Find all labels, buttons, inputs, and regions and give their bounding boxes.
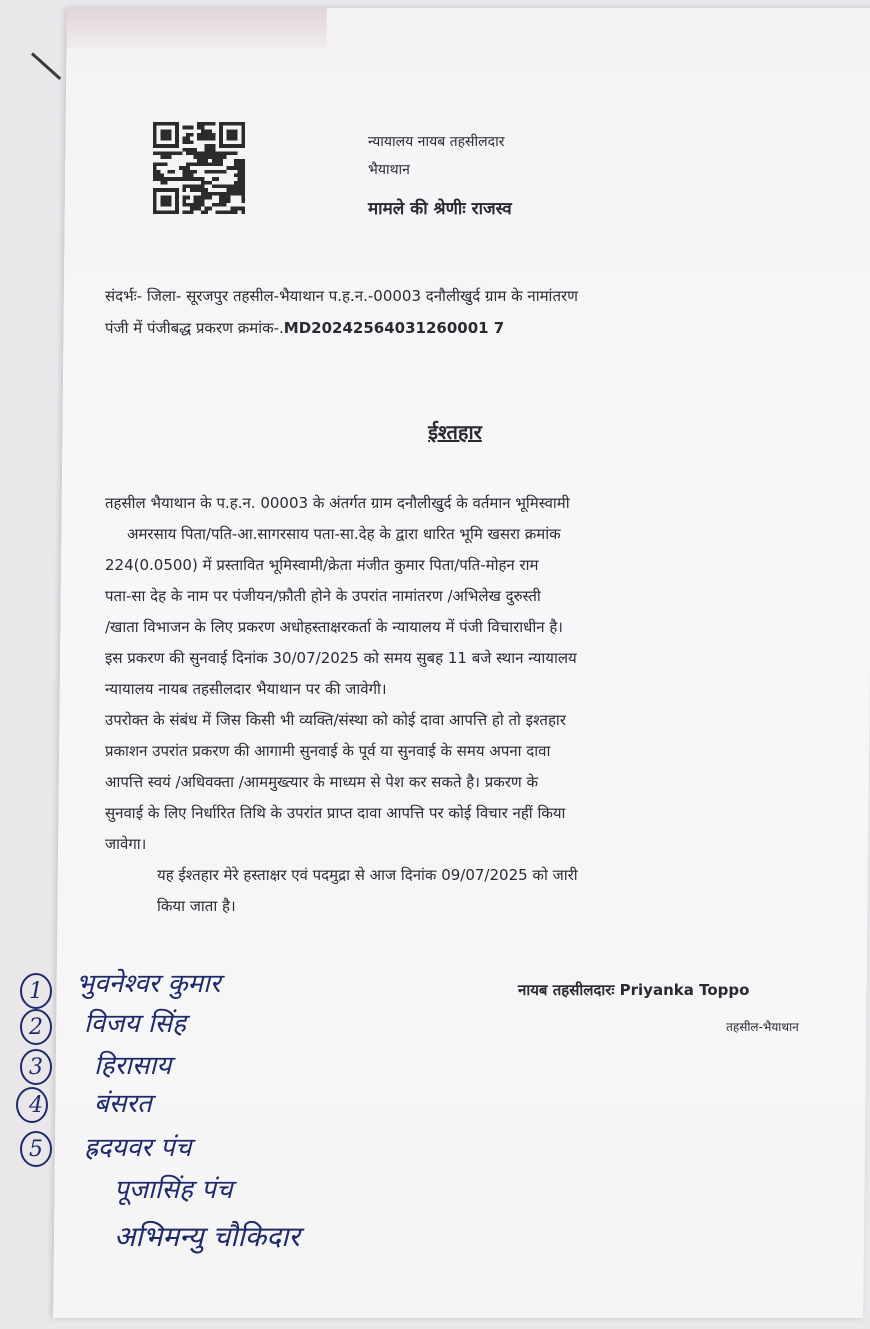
qr-module [201, 196, 205, 200]
reference-prefix: पंजी में पंजीबद्ध प्रकरण क्रमांक-. [105, 319, 284, 337]
qr-module [219, 185, 223, 189]
handwritten-name: पूजासिंह पंच [114, 1175, 233, 1205]
qr-module [205, 162, 209, 166]
qr-module [216, 177, 220, 181]
qr-module [219, 199, 223, 203]
qr-module [208, 151, 212, 155]
body-line: आपत्ति स्वयं /अधिवक्ता /आममुख्त्यार के माध्यम से पेश कर सकते है। प्रकरण के [105, 773, 539, 791]
qr-module [234, 207, 238, 211]
qr-module [223, 192, 227, 196]
paragraph-2 [105, 705, 813, 860]
qr-module [227, 151, 231, 155]
qr-module [234, 174, 238, 178]
qr-module [212, 192, 216, 196]
qr-module [234, 192, 238, 196]
list-number: 4 [29, 1093, 43, 1118]
qr-module [201, 129, 205, 133]
qr-module [182, 126, 186, 130]
qr-module [208, 192, 212, 196]
reference-block [105, 280, 825, 344]
qr-module [223, 210, 227, 214]
qr-module [186, 162, 190, 166]
qr-module [157, 177, 161, 181]
body-line: /खाता विभाजन के लिए प्रकरण अधोहस्ताक्षरकर्ता के न्यायालय में पंजी विचाराधीन है। [105, 618, 563, 636]
qr-module [241, 196, 245, 200]
qr-module [153, 174, 157, 178]
qr-module [230, 207, 234, 211]
qr-module [241, 185, 245, 189]
body-line: 224(0.0500) में प्रस्तावित भूमिस्वामी/क्रेता मंजीत कुमार पिता/पति-मोहन राम [105, 556, 539, 574]
reference-line-2 [105, 312, 825, 344]
court-header [368, 128, 504, 184]
qr-module [190, 170, 194, 174]
qr-module [193, 207, 197, 211]
qr-module [208, 155, 212, 159]
body-line: जावेगा। [105, 835, 147, 853]
qr-module [216, 210, 220, 214]
court-location: भैयाथान [368, 162, 410, 178]
qr-module [241, 170, 245, 174]
body-line: अमरसाय पिता/पति-आ.सागरसाय पता-सा.देह के द्वारा धारित भूमि खसरा क्रमांक [127, 525, 561, 543]
qr-module [179, 151, 183, 155]
pen-mark [31, 52, 61, 80]
qr-module [193, 162, 197, 166]
body-line: न्यायालय नायब तहसीलदार भैयाथान पर की जावेगी। [105, 680, 387, 698]
qr-module [197, 162, 201, 166]
qr-module [241, 159, 245, 163]
qr-module [201, 162, 205, 166]
qr-module [212, 177, 216, 181]
qr-module [230, 192, 234, 196]
qr-module [160, 174, 164, 178]
qr-module [230, 151, 234, 155]
qr-module [205, 151, 209, 155]
body-line: सुनवाई के लिए निर्धारित तिथि के उपरांत प्राप्त दावा आपत्ति पर कोई विचार नहीं किया [105, 804, 566, 822]
qr-module [160, 129, 171, 140]
qr-module [179, 166, 183, 170]
qr-module [157, 170, 161, 174]
qr-module [212, 148, 216, 152]
qr-module [153, 162, 157, 166]
qr-module [171, 151, 175, 155]
qr-module [234, 159, 238, 163]
qr-module [227, 192, 231, 196]
qr-module [208, 133, 212, 137]
qr-module [205, 137, 209, 141]
qr-module [208, 129, 212, 133]
qr-module [208, 122, 212, 126]
qr-module [205, 207, 209, 211]
qr-module [193, 177, 197, 181]
qr-module [182, 196, 186, 200]
qr-module [175, 177, 179, 181]
qr-module [197, 207, 201, 211]
court-name: न्यायालय नायब तहसीलदार [368, 134, 505, 150]
qr-module [186, 133, 190, 137]
qr-module [227, 166, 231, 170]
qr-module [238, 177, 242, 181]
qr-module [201, 126, 205, 130]
qr-module [201, 199, 205, 203]
qr-module [219, 203, 223, 207]
qr-module [205, 122, 209, 126]
qr-module [223, 199, 227, 203]
qr-module [186, 137, 190, 141]
qr-module [212, 185, 216, 189]
qr-module [238, 185, 242, 189]
qr-module [230, 166, 234, 170]
qr-module [157, 162, 161, 166]
qr-module [186, 203, 190, 207]
qr-module [201, 188, 205, 192]
qr-module [212, 159, 216, 163]
qr-module [186, 148, 190, 152]
handwritten-name: हिरासाय [94, 1051, 172, 1081]
body-line: उपरोक्त के संबंध में जिस किसी भी व्यक्ति/संस्था को कोई दावा आपत्ति हो तो इश्तहार [105, 711, 566, 729]
qr-module [205, 192, 209, 196]
qr-module [190, 207, 194, 211]
qr-module [219, 192, 223, 196]
qr-module [205, 188, 209, 192]
qr-module [234, 210, 238, 214]
qr-module [186, 151, 190, 155]
qr-module [219, 162, 223, 166]
qr-module [190, 126, 194, 130]
qr-module [238, 162, 242, 166]
paragraph-1 [105, 488, 813, 705]
qr-module [212, 151, 216, 155]
qr-module [205, 196, 209, 200]
qr-module [241, 166, 245, 170]
qr-module [153, 166, 157, 170]
qr-module [186, 185, 190, 189]
qr-module [205, 144, 209, 148]
qr-module [241, 181, 245, 185]
qr-module [201, 177, 205, 181]
qr-module [160, 196, 171, 207]
qr-module [193, 148, 197, 152]
qr-module [193, 185, 197, 189]
qr-module [171, 177, 175, 181]
qr-module [164, 162, 168, 166]
qr-module [212, 155, 216, 159]
handwritten-name: अभिमन्यु चौकिदार [114, 1220, 300, 1253]
qr-module [186, 166, 190, 170]
qr-module [153, 177, 157, 181]
qr-module [205, 170, 209, 174]
qr-module [212, 122, 216, 126]
qr-module [201, 133, 205, 137]
qr-module [205, 129, 209, 133]
qr-module [193, 196, 197, 200]
qr-module [216, 159, 220, 163]
qr-module [223, 203, 227, 207]
qr-module [190, 133, 194, 137]
qr-module [205, 133, 209, 137]
qr-module [216, 151, 220, 155]
qr-module [197, 203, 201, 207]
qr-module [212, 144, 216, 148]
notice-body [105, 488, 813, 922]
qr-module [241, 199, 245, 203]
qr-module [157, 151, 161, 155]
qr-module [230, 185, 234, 189]
qr-module [190, 177, 194, 181]
qr-module [216, 185, 220, 189]
qr-module [160, 162, 164, 166]
qr-module [171, 170, 175, 174]
qr-module [216, 162, 220, 166]
qr-module [212, 203, 216, 207]
qr-module [197, 133, 201, 137]
list-number: 1 [29, 979, 43, 1004]
qr-module [230, 188, 234, 192]
body-line: किया जाता है। [157, 897, 236, 915]
qr-module [238, 207, 242, 211]
qr-module [160, 155, 164, 159]
page-corner-shadow [66, 8, 326, 48]
qr-module [227, 185, 231, 189]
qr-module [190, 174, 194, 178]
qr-module [157, 174, 161, 178]
qr-module [164, 155, 168, 159]
qr-module [208, 196, 212, 200]
qr-module [234, 166, 238, 170]
qr-module [168, 151, 172, 155]
qr-module [238, 170, 242, 174]
qr-module [190, 185, 194, 189]
qr-module [238, 166, 242, 170]
qr-module [238, 188, 242, 192]
qr-module [201, 155, 205, 159]
qr-module [205, 210, 209, 214]
qr-module [201, 159, 205, 163]
qr-module [223, 155, 227, 159]
qr-module [186, 210, 190, 214]
qr-module [212, 133, 216, 137]
qr-module [208, 148, 212, 152]
qr-module [193, 199, 197, 203]
handwritten-name: ह्रदयवर पंच [84, 1133, 192, 1163]
case-category: मामले की श्रेणीः राजस्व [368, 199, 512, 219]
qr-module [190, 140, 194, 144]
list-number: 2 [29, 1015, 43, 1040]
qr-module [241, 174, 245, 178]
qr-module [208, 170, 212, 174]
qr-module [201, 181, 205, 185]
qr-module [208, 162, 212, 166]
reference-line-1: संदर्भः- जिला- सूरजपुर तहसील-भैयाथान प.ह.न.-00003 दनौलीखुर्द ग्राम के नामांतरण [105, 287, 578, 305]
qr-module [227, 129, 238, 140]
qr-module [208, 137, 212, 141]
qr-module [208, 144, 212, 148]
qr-module [197, 199, 201, 203]
qr-module [190, 151, 194, 155]
qr-module [197, 155, 201, 159]
paragraph-3 [105, 860, 813, 922]
qr-module [216, 170, 220, 174]
body-line: पता-सा देह के नाम पर पंजीयन/फ़ौती होने के उपरांत नामांतरण /अभिलेख दुरुस्ती [105, 587, 541, 605]
qr-module [160, 177, 164, 181]
qr-module [186, 170, 190, 174]
qr-module [186, 174, 190, 178]
qr-module [186, 140, 190, 144]
qr-module [227, 199, 231, 203]
qr-module [190, 210, 194, 214]
qr-module [160, 151, 164, 155]
qr-module [230, 210, 234, 214]
body-line: इस प्रकरण की सुनवाई दिनांक 30/07/2025 को समय सुबह 11 बजे स्थान न्यायालय [105, 649, 577, 667]
signatory-tehsil: तहसील-भैयाथान [726, 1020, 799, 1034]
qr-module [182, 210, 186, 214]
qr-module [201, 151, 205, 155]
qr-module [219, 159, 223, 163]
qr-module [193, 170, 197, 174]
qr-module [197, 185, 201, 189]
qr-module [208, 181, 212, 185]
qr-module [182, 137, 186, 141]
body-line: तहसील भैयाथान के प.ह.न. 00003 के अंतर्गत ग्राम दनौलीखुर्द के वर्तमान भूमिस्वामी [105, 494, 570, 512]
qr-module [182, 174, 186, 178]
qr-module [205, 159, 209, 163]
qr-module [216, 203, 220, 207]
case-number: MD20242564031260001 7 [283, 319, 505, 337]
qr-module [241, 188, 245, 192]
qr-module [164, 181, 168, 185]
qr-module [182, 199, 186, 203]
qr-module [175, 151, 179, 155]
qr-module [197, 159, 201, 163]
qr-module [241, 162, 245, 166]
handwritten-name: विजय सिंह [84, 1009, 186, 1039]
qr-module [238, 192, 242, 196]
qr-module [205, 181, 209, 185]
qr-module [197, 151, 201, 155]
qr-module [182, 203, 186, 207]
qr-module [238, 159, 242, 163]
qr-module [186, 126, 190, 130]
qr-module [197, 122, 201, 126]
qr-module [223, 151, 227, 155]
qr-module [241, 207, 245, 211]
qr-module [190, 188, 194, 192]
qr-module [201, 122, 205, 126]
qr-module [241, 177, 245, 181]
qr-module [219, 151, 223, 155]
handwritten-name: बंसरत [94, 1089, 152, 1119]
qr-module [190, 203, 194, 207]
qr-module [164, 177, 168, 181]
qr-module [205, 155, 209, 159]
qr-module [201, 203, 205, 207]
qr-module [241, 192, 245, 196]
qr-module [216, 192, 220, 196]
qr-module [197, 126, 201, 130]
qr-module [208, 207, 212, 211]
list-number: 5 [29, 1137, 43, 1162]
qr-module [182, 177, 186, 181]
qr-module [241, 210, 245, 214]
body-line: यह ईश्तहार मेरे हस्ताक्षर एवं पदमुद्रा से आज दिनांक 09/07/2025 को जारी [157, 866, 578, 884]
qr-module [182, 166, 186, 170]
qr-module [201, 185, 205, 189]
qr-module [186, 196, 190, 200]
qr-module [227, 188, 231, 192]
qr-module [190, 162, 194, 166]
qr-module [193, 188, 197, 192]
qr-module [238, 174, 242, 178]
notice-title: ईश्तहार [428, 420, 482, 444]
qr-module [223, 185, 227, 189]
qr-module [190, 148, 194, 152]
qr-module [182, 185, 186, 189]
qr-module [227, 196, 231, 200]
qr-module [193, 203, 197, 207]
qr-module [164, 151, 168, 155]
qr-module [212, 170, 216, 174]
qr-module [205, 148, 209, 152]
qr-module [219, 210, 223, 214]
qr-module [182, 140, 186, 144]
qr-module [219, 170, 223, 174]
qr-module [197, 188, 201, 192]
qr-module [234, 185, 238, 189]
handwritten-witness-list [14, 950, 554, 1270]
qr-module [201, 192, 205, 196]
qr-module [223, 196, 227, 200]
qr-module [219, 196, 223, 200]
qr-module [153, 151, 157, 155]
qr-module [193, 155, 197, 159]
qr-module [201, 137, 205, 141]
qr-module [182, 148, 186, 152]
qr-module [186, 177, 190, 181]
qr-module [168, 170, 172, 174]
list-number: 3 [29, 1055, 43, 1080]
qr-module [197, 137, 201, 141]
qr-module [193, 151, 197, 155]
qr-module [238, 181, 242, 185]
qr-module [201, 210, 205, 214]
qr-module [227, 210, 231, 214]
qr-module [197, 196, 201, 200]
qr-module [212, 137, 216, 141]
signatory: नायब तहसीलदारः Priyanka Toppo [518, 981, 750, 999]
qr-module [153, 170, 157, 174]
qr-module [234, 151, 238, 155]
qr-module [219, 155, 223, 159]
qr-module [234, 181, 238, 185]
qr-module [168, 155, 172, 159]
qr-module [168, 177, 172, 181]
qr-module [179, 177, 183, 181]
qr-module [234, 162, 238, 166]
body-line: प्रकाशन उपरांत प्रकरण की आगामी सुनवाई के पूर्व या सुनवाई के समय अपना दावा [105, 742, 551, 760]
qr-module [182, 188, 186, 192]
qr-module [182, 170, 186, 174]
qr-module [197, 177, 201, 181]
qr-code [150, 122, 248, 214]
qr-module [223, 170, 227, 174]
qr-module [160, 181, 164, 185]
qr-module [234, 188, 238, 192]
qr-module [212, 162, 216, 166]
qr-module [216, 155, 220, 159]
handwritten-name: भुवनेश्वर कुमार [76, 969, 221, 999]
